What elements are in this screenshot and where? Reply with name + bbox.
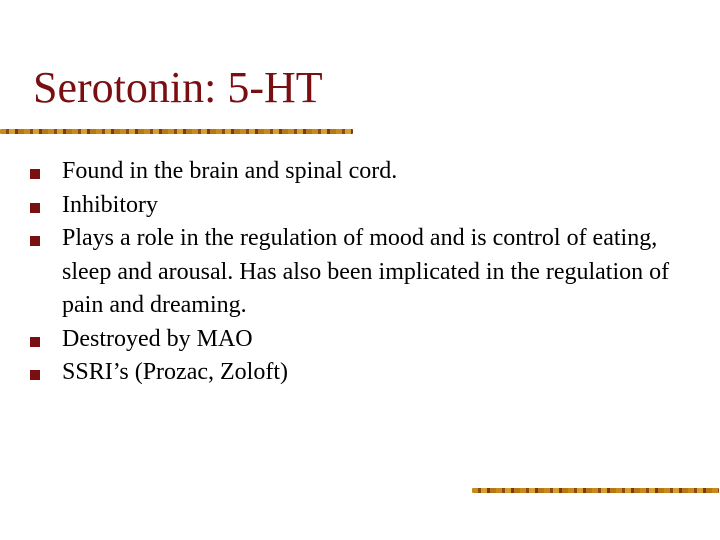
bullet-text: Destroyed by MAO bbox=[62, 325, 253, 352]
bullet-list bbox=[30, 155, 670, 390]
bullet-item bbox=[30, 222, 670, 323]
square-bullet-icon bbox=[30, 169, 40, 179]
bullet-text: Found in the brain and spinal cord. bbox=[62, 158, 398, 184]
square-bullet-icon bbox=[30, 236, 40, 246]
title-divider-rule bbox=[0, 129, 353, 134]
bullet-item bbox=[30, 189, 670, 223]
bullet-item bbox=[30, 323, 670, 357]
bullet-item bbox=[30, 155, 670, 189]
bullet-item bbox=[30, 356, 670, 390]
bullet-text: SSRI’s (Prozac, Zoloft) bbox=[62, 359, 288, 385]
square-bullet-icon bbox=[30, 370, 40, 380]
footer-divider-rule bbox=[472, 488, 719, 493]
slide-title: Serotonin: 5-HT bbox=[33, 63, 323, 112]
bullet-text: Plays a role in the regulation of mood and is control of eating, sleep and arousal. Has also been implicated in the regulation of pain and dreaming. bbox=[62, 225, 670, 318]
square-bullet-icon bbox=[30, 203, 40, 213]
bullet-text: Inhibitory bbox=[62, 191, 158, 218]
square-bullet-icon bbox=[30, 337, 40, 347]
